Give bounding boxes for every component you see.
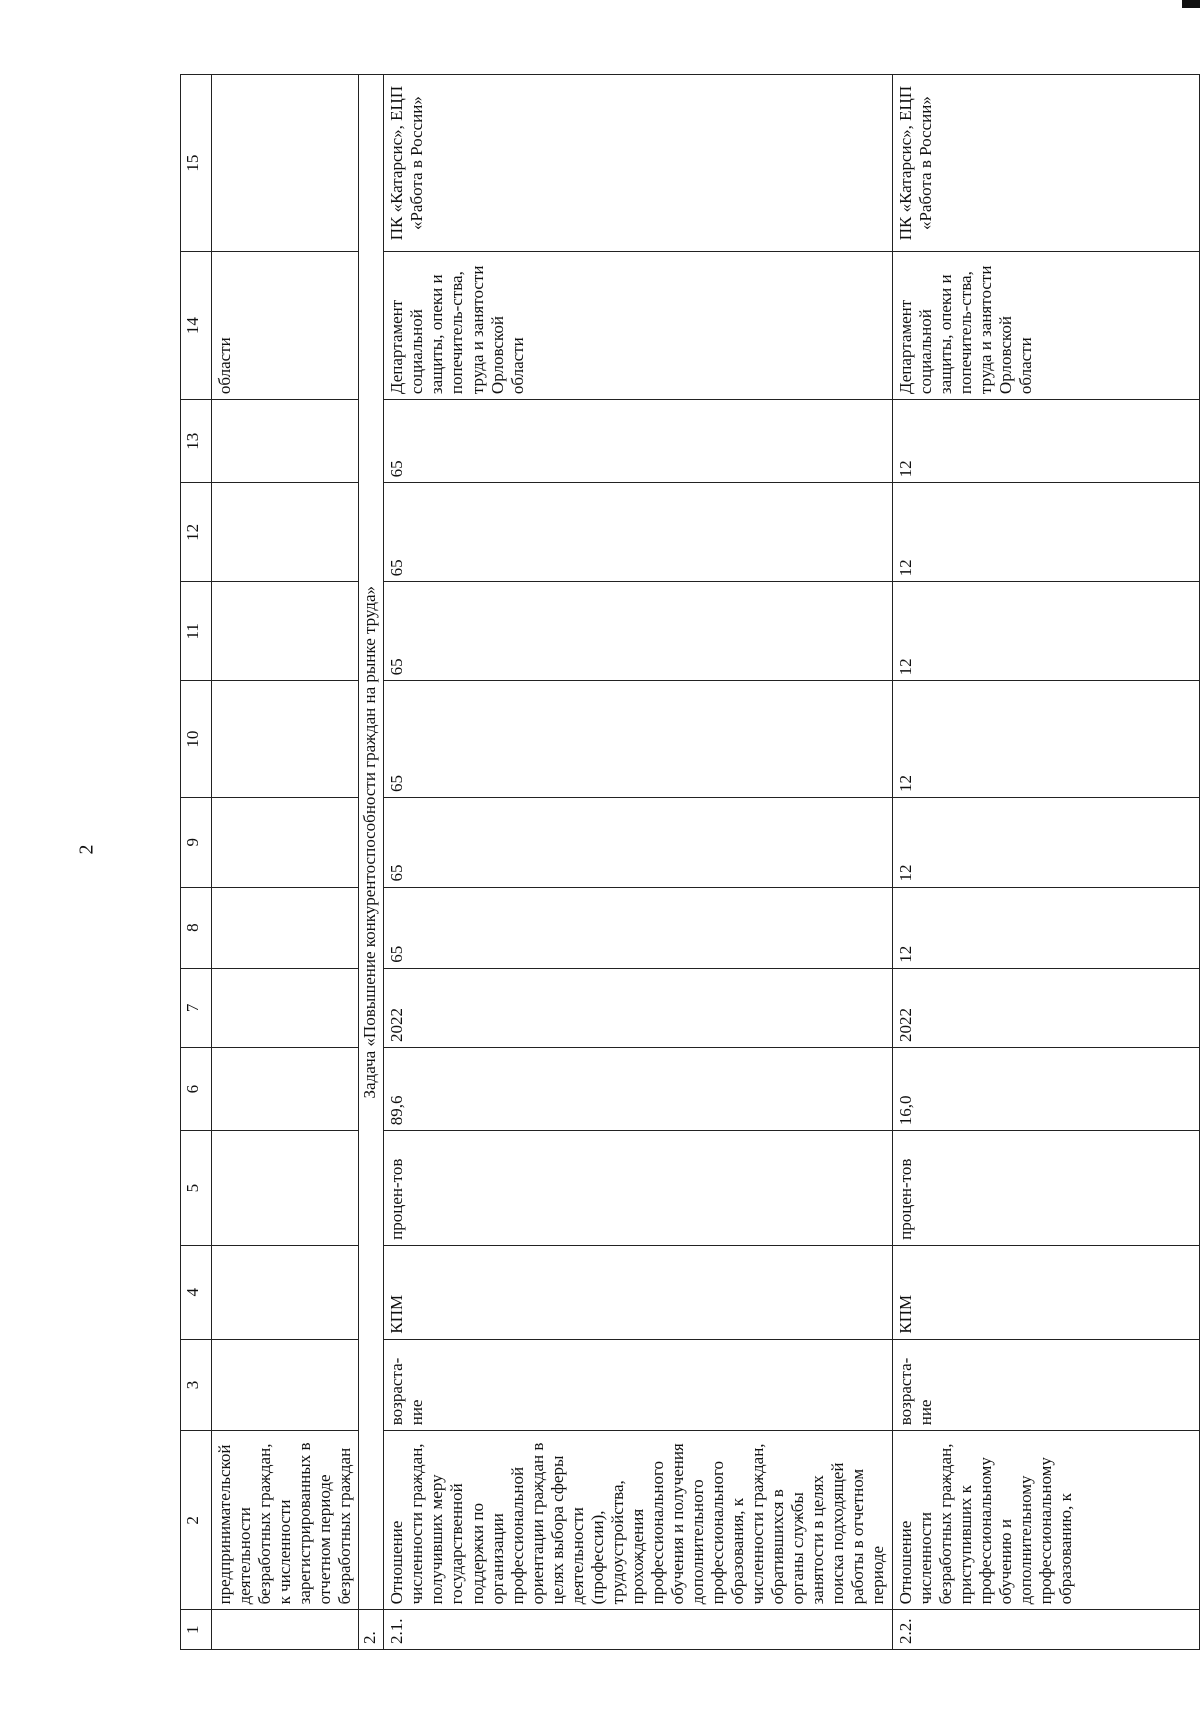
value-cell: 12 xyxy=(892,681,1199,798)
row-number: 2.2. xyxy=(892,1610,1199,1650)
header-cell: 6 xyxy=(181,1047,212,1130)
header-cell: 10 xyxy=(181,681,212,798)
base-year-cell: 2022 xyxy=(384,968,892,1047)
header-cell: 8 xyxy=(181,887,212,968)
section-title: Задача «Повышение конкурентоспособности граждан на рынке труда» xyxy=(359,75,384,1610)
table-row-continuation xyxy=(212,75,359,1650)
unit-cell: процен-тов xyxy=(384,1131,892,1246)
indicators-table xyxy=(180,74,1200,1650)
indicator-name-cell: предпринимательской деятельности безработных граждан, к численности зарегистрированных в отчетном периоде безработных граждан xyxy=(212,1431,359,1610)
header-cell: 5 xyxy=(181,1131,212,1246)
value-cell: 65 xyxy=(384,400,892,483)
base-value-cell: 89,6 xyxy=(384,1047,892,1130)
header-cell: 4 xyxy=(181,1245,212,1339)
unit-cell: процен-тов xyxy=(892,1131,1199,1246)
direction-cell: возраста-ние xyxy=(892,1339,1199,1431)
section-row xyxy=(359,75,384,1650)
table-row xyxy=(892,75,1199,1650)
value-cell: 12 xyxy=(892,400,1199,483)
header-cell: 3 xyxy=(181,1339,212,1431)
header-cell: 12 xyxy=(181,483,212,582)
header-row xyxy=(181,75,212,1650)
indicator-name-cell: Отношение численности граждан, получивших меру государственной поддержки по организации профессиональной ориентации граждан в целях выбора сферы деятельности (профессии), трудоустройства, прохождения профессионального обучения и получения дополнительного профессионального образования, к численности граждан, обратившихся в органы службы занятости в целях поиска подходящей работы в отчетном периоде xyxy=(384,1431,892,1610)
header-cell: 14 xyxy=(181,252,212,400)
responsible-cell: области xyxy=(212,252,359,400)
level-cell: КПМ xyxy=(892,1245,1199,1339)
value-cell: 65 xyxy=(384,681,892,798)
system-cell: ПК «Катарсис», ЕЦП «Работа в России» xyxy=(384,75,892,252)
value-cell: 12 xyxy=(892,483,1199,582)
table-row xyxy=(384,75,892,1650)
scan-corner-mark xyxy=(1182,0,1200,8)
header-cell: 7 xyxy=(181,968,212,1047)
section-number: 2. xyxy=(359,1610,384,1650)
base-value-cell: 16,0 xyxy=(892,1047,1199,1130)
page-number: 2 xyxy=(75,844,98,855)
value-cell: 65 xyxy=(384,887,892,968)
value-cell: 12 xyxy=(892,887,1199,968)
row-number: 2.1. xyxy=(384,1610,892,1650)
responsible-cell: Департамент социальной защиты, опеки и попечитель-ства, труда и занятости Орловской области xyxy=(892,252,1199,400)
header-cell: 15 xyxy=(181,75,212,252)
header-cell: 9 xyxy=(181,797,212,887)
header-cell: 13 xyxy=(181,400,212,483)
system-cell: ПК «Катарсис», ЕЦП «Работа в России» xyxy=(892,75,1199,252)
rotated-table-container xyxy=(180,74,1180,1650)
base-year-cell: 2022 xyxy=(892,968,1199,1047)
header-cell: 11 xyxy=(181,582,212,681)
direction-cell: возраста-ние xyxy=(384,1339,892,1431)
level-cell: КПМ xyxy=(384,1245,892,1339)
responsible-cell: Департамент социальной защиты, опеки и попечитель-ства, труда и занятости Орловской области xyxy=(384,252,892,400)
value-cell: 12 xyxy=(892,797,1199,887)
value-cell: 65 xyxy=(384,483,892,582)
value-cell: 12 xyxy=(892,582,1199,681)
header-cell: 2 xyxy=(181,1431,212,1610)
header-cell: 1 xyxy=(181,1610,212,1650)
value-cell: 65 xyxy=(384,797,892,887)
value-cell: 65 xyxy=(384,582,892,681)
indicator-name-cell: Отношение численности безработных граждан, приступивших к профессиональному обучению и дополнительному профессиональному образованию, к xyxy=(892,1431,1199,1610)
